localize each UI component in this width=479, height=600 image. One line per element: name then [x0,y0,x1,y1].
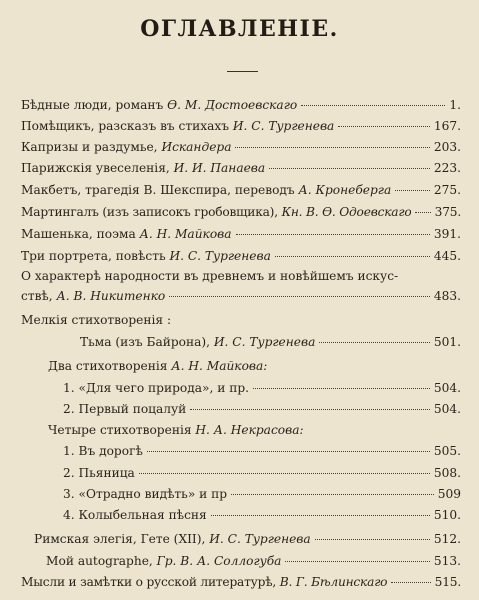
entry-title: Бѣдные люди, романъ [21,98,164,112]
toc-entry[interactable] [63,378,461,398]
entry-title: 4. Колыбельная пѣсня [63,508,207,522]
entry-page: 504. [433,402,461,416]
entry-author: И. С. Тургенева [232,119,335,133]
leader-dots [139,473,430,474]
entry-page: 504. [433,381,461,395]
leader-dots [211,515,430,516]
leader-dots [235,147,429,148]
entry-title: Три портрета, повѣсть [21,249,166,263]
entry-author: Ѳ. М. Достоевскаго [167,98,298,112]
toc-entry[interactable] [63,484,461,504]
entry-page: 223. [433,161,461,175]
leader-dots [147,451,430,452]
entry-author: А. Н. Майкова [139,227,232,241]
group-heading [48,356,267,376]
entry-title: 3. «Отрадно видѣть» и пр [63,487,228,501]
entry-author: А. Кронеберга [298,183,392,197]
group-heading [48,420,304,440]
entry-page: 515. [434,575,461,589]
entry-page: 445. [433,249,461,263]
leader-dots [231,494,434,495]
toc-entry[interactable] [21,286,461,306]
entry-page: 1. [449,98,461,112]
toc-entry[interactable] [63,399,461,419]
toc-entry[interactable] [21,180,461,200]
entry-author: А. В. Никитенко [56,289,166,303]
toc-entry[interactable] [21,116,461,136]
entry-author: В. Г. Бѣлинскаго [279,575,388,589]
toc-entry[interactable] [21,224,461,244]
toc-entry[interactable] [63,463,461,483]
entry-page: 375. [434,205,461,219]
toc-entry[interactable] [63,441,461,461]
entry-page: 513. [433,554,461,568]
toc-entry[interactable] [21,137,461,157]
leader-dots [253,388,430,389]
entry-title: 2. Первый поцалуй [63,402,187,416]
entry-author: И. И. Панаева [173,161,266,175]
toc-entry[interactable] [80,332,461,352]
entry-page: 509 [437,487,461,501]
entry-title: Машенька, поэма [21,227,136,241]
entry-page: 483. [433,289,461,303]
leader-dots [236,234,430,235]
entry-author: Гр. В. А. Соллогуба [156,554,282,568]
section-heading: Мелкія стихотворенія : [21,313,172,327]
page-title: ОГЛАВЛЕНІЕ. [140,16,339,42]
entry-page: 508. [433,466,461,480]
entry-author: И. С. Тургенева [209,532,311,546]
leader-dots [269,168,430,169]
leader-dots [285,561,429,562]
toc-entry[interactable] [21,95,461,115]
entry-title: ствѣ, [21,289,53,303]
leader-dots [315,539,430,540]
entry-title: 1. Въ дорогѣ [63,444,143,458]
entry-title: О характерѣ народности въ древнемъ и новѣйшемъ искус- [21,269,399,283]
entry-page: 505. [433,444,461,458]
entry-title: 1. «Для чего природа», и пр. [63,381,249,395]
group-title: Четыре стихотворенія [48,423,192,437]
leader-dots [415,212,430,213]
leader-dots [319,342,430,343]
title-rule [227,71,258,72]
entry-title: 2. Пьяница [63,466,135,480]
leader-dots [190,409,430,410]
toc-entry[interactable] [21,202,461,222]
leader-dots [395,190,430,191]
toc-entry[interactable] [21,246,461,266]
entry-page: 501. [433,335,461,349]
entry-title: Мартингалъ (изъ записокъ гробовщика), [21,205,278,219]
toc-entry[interactable] [21,266,461,286]
toc-entry[interactable] [21,158,461,178]
group-title: Два стихотворенія [48,359,168,373]
entry-author: И. С. Тургенева [213,335,316,349]
toc-entry[interactable] [46,551,461,571]
entry-title: Капризы и раздумье, [21,140,158,154]
entry-page: 512. [433,532,461,546]
entry-title: Помѣщикъ, разсказъ въ стихахъ [21,119,230,133]
entry-author: Искандера [161,140,232,154]
leader-dots [338,126,430,127]
toc-entry[interactable] [63,505,461,525]
entry-page: 391. [433,227,461,241]
toc-entry[interactable] [34,529,461,549]
entry-page: 275. [433,183,461,197]
entry-author: И. С. Тургенева [169,249,271,263]
leader-dots [391,582,430,583]
entry-author: Кн. В. Ѳ. Одоевскаго [281,205,412,219]
leader-dots [169,296,430,297]
group-author: А. Н. Майкова: [171,359,268,373]
entry-page: 167. [433,119,461,133]
entry-title: Тьма (изъ Байрона), [80,335,211,349]
leader-dots [275,256,430,257]
group-author: Н. А. Некрасова: [195,423,304,437]
entry-title: Мой autographe, [46,554,153,568]
entry-title: Парижскія увеселенія, [21,161,170,175]
entry-title: Мысли и замѣтки о русской литературѣ, [21,575,277,589]
toc-entry[interactable] [21,572,461,592]
entry-page: 510. [433,508,461,522]
entry-title: Римская элегія, Гете (XII), [34,532,206,546]
leader-dots [301,105,445,106]
entry-page: 203. [433,140,461,154]
entry-title: Макбетъ, трагедія В. Шекспира, переводъ [21,183,295,197]
